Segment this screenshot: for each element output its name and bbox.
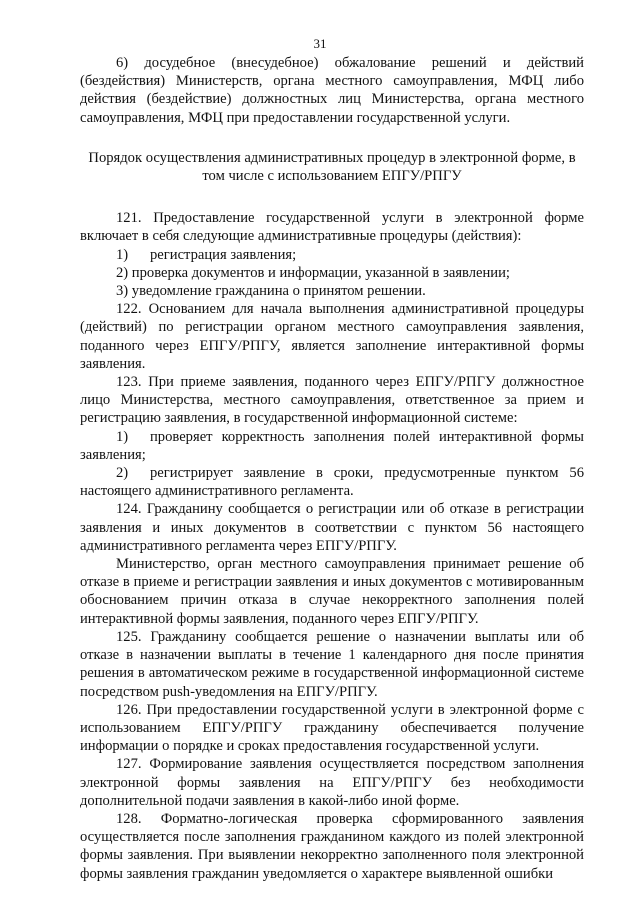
- paragraph-125: 125. Гражданину сообщается решение о назначении выплаты или об отказе в назначении выплаты в течение 1 календарного дня после принятия решения в автоматическом режиме в государственной информационной системе посредством push-уведомления на ЕПГУ/РПГУ.: [80, 628, 584, 700]
- paragraph-123: 123. При приеме заявления, поданного через ЕПГУ/РПГУ должностное лицо Министерства, местного самоуправления, ответственное за прием и регистрацию заявления, в государственной информационной системе:: [80, 374, 584, 427]
- list-number: 1): [116, 246, 129, 263]
- paragraph-126: 126. При предоставлении государственной услуги в электронной форме с использованием ЕПГУ/РПГУ гражданину обеспечивается получение информации о порядке и сроках предоставления государственной услуги.: [80, 701, 584, 755]
- list-item-123-1: [80, 428, 584, 464]
- list-item-121-1: [80, 246, 584, 264]
- document-body: [80, 54, 584, 883]
- section-heading: Порядок осуществления административных процедур в электронной форме, в том числе с использованием ЕПГУ/РПГУ: [88, 149, 576, 185]
- paragraph-121: 121. Предоставление государственной услуги в электронной форме включает в себя следующие административные процедуры (действия):: [80, 210, 584, 245]
- list-item-text: регистрирует заявление в сроки, предусмотренные пунктом 56 настоящего административного регламента.: [80, 465, 584, 500]
- list-item-text: регистрация заявления;: [150, 246, 297, 263]
- list-number: 1): [116, 428, 129, 445]
- paragraph-127: 127. Формирование заявления осуществляется посредством заполнения электронной формы заявления на ЕПГУ/РПГУ без необходимости дополнительной подачи заявления в какой-либо иной форме.: [80, 756, 584, 809]
- list-item-121-3: 3) уведомление гражданина о принятом решении.: [116, 283, 426, 300]
- paragraph-128: 128. Форматно-логическая проверка сформированного заявления осуществляется после заполнения гражданином каждого из полей электронной формы заявления. При выявлении некорректно заполненного поля электронной формы заявления гражданин уведомляется о характере выявленной ошибки: [80, 810, 584, 882]
- page-number: 31: [313, 36, 327, 51]
- list-item-123-2: [80, 464, 584, 500]
- list-number: 2): [116, 465, 129, 482]
- paragraph-124: 124. Гражданину сообщается о регистрации или об отказе в регистрации заявления и иных документов в соответствии с пунктом 56 настоящего административного регламента через ЕПГУ/РПГУ.: [80, 501, 584, 554]
- paragraph-122: 122. Основанием для начала выполнения административной процедуры (действий) по регистрации органом местного самоуправления заявления, поданного через ЕПГУ/РПГУ, является заполнение интерактивной формы заявления.: [80, 301, 584, 372]
- list-item-121-2: 2) проверка документов и информации, указанной в заявлении;: [116, 264, 510, 281]
- paragraph-intro: 6) досудебное (внесудебное) обжалование решений и действий (бездействия) Министерств, органа местного самоуправления, МФЦ либо действия (бездействие) должностных лиц Министерства, органа местного самоуправления, МФЦ при предоставлении государственной услуги.: [80, 55, 584, 126]
- list-item-text: проверяет корректность заполнения полей интерактивной формы заявления;: [80, 428, 584, 463]
- paragraph-124-refusal: Министерство, орган местного самоуправления принимает решение об отказе в приеме и регистрации заявления и иных документов с мотивированным обоснованием причин отказа в случае некорректного заполнения полей интерактивной формы заявления, поданного через ЕПГУ/РПГУ.: [80, 556, 584, 627]
